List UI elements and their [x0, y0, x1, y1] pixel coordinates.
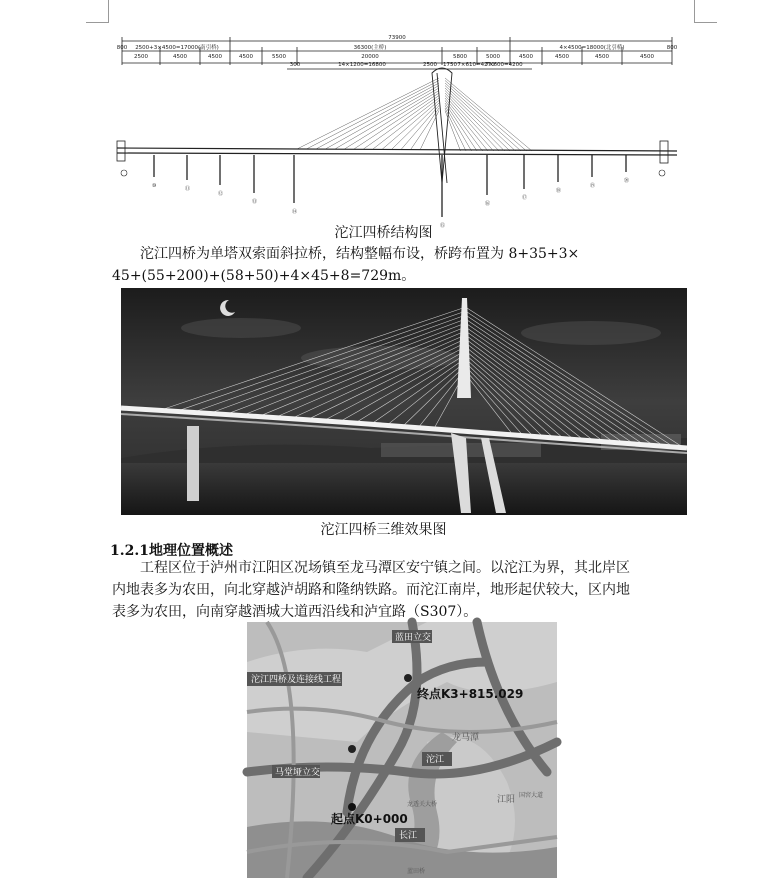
- dim-left-edge: 800: [116, 45, 128, 51]
- map-label-bridge-bottom: 蓝田桥: [407, 868, 426, 875]
- dim-seg: 4500: [640, 54, 654, 60]
- pier-label: ⑰: [522, 195, 528, 201]
- pier-label: ⑲: [590, 183, 596, 189]
- map-label-end: 终点K3+815.029: [417, 687, 524, 701]
- map-label-street: 国窖大道: [519, 792, 544, 799]
- paragraph-location-line1: 工程区位于泸州市江阳区况场镇至龙马潭区安宁镇之间。以沱江为界，其北岸区: [140, 560, 630, 576]
- dim-seg: 4500: [239, 54, 253, 60]
- dim-seg: 4500: [208, 54, 222, 60]
- map-label-longma: 龙马潭: [452, 733, 480, 743]
- paragraph-bridge-line2: 45+(55+200)+(58+50)+4×45+8=729m。: [112, 268, 416, 284]
- dim-seg: 5500: [272, 54, 286, 60]
- dim-seg: 5800: [453, 54, 467, 60]
- dim-seg: 4500: [519, 54, 533, 60]
- pier-label: ⑱: [556, 188, 562, 194]
- figure-caption-render: 沱江四桥三维效果图: [320, 522, 447, 538]
- dim-sub: 2500: [423, 62, 437, 68]
- pier-label: ⑭: [292, 209, 298, 215]
- dim-main-bridge: 36300(主桥): [353, 45, 387, 51]
- paragraph-bridge-line1: 沱江四桥为单塔双索面斜拉桥，结构整幅布设，桥跨布置为 8+35+3×: [140, 246, 580, 262]
- bridge-structure-drawing: [112, 33, 684, 229]
- dim-right-edge: 800: [666, 45, 678, 51]
- dim-sub: 7×610=4270: [457, 62, 495, 68]
- dim-sub: 7×600=4200: [485, 62, 523, 68]
- map-label-interchange-left: 马堂垭立交: [275, 768, 321, 778]
- location-map: [247, 622, 557, 878]
- map-label-project: 沱江四桥及连接线工程: [251, 675, 342, 685]
- pier-label: ⑩: [152, 183, 157, 189]
- pier-label: ⑪: [185, 186, 191, 192]
- dim-seg: 5000: [486, 54, 500, 60]
- map-label-road: 龙透关大桥: [407, 801, 438, 808]
- pier-label: ⑮: [440, 223, 446, 229]
- dim-sub: 14×1200=16800: [338, 62, 386, 68]
- dim-south-approach: 2500+3×4500=17000(南引桥): [135, 45, 219, 51]
- figure-caption-structure: 沱江四桥结构图: [334, 225, 433, 241]
- page-corner-mark: [694, 0, 717, 23]
- dim-sub: 1750: [443, 62, 457, 68]
- pier-label: ⑫: [218, 191, 224, 197]
- pier-label: ⑯: [485, 201, 491, 207]
- dim-seg: 4500: [555, 54, 569, 60]
- map-label-interchange-top: 蓝田立交: [395, 633, 432, 643]
- bridge-3d-rendering: [121, 288, 687, 515]
- dim-north-approach: 4×4500=18000(北引桥): [559, 45, 625, 51]
- dim-seg: 4500: [173, 54, 187, 60]
- section-heading: 1.2.1地理位置概述: [110, 543, 233, 559]
- map-label-start: 起点K0+000: [331, 812, 408, 826]
- map-label-jiangyang: 江阳: [497, 795, 516, 805]
- map-label-changjiang: 长江: [399, 831, 418, 841]
- page-corner-mark: [86, 0, 109, 23]
- pier-label: ⑬: [252, 199, 258, 205]
- dim-total: 73900: [388, 35, 406, 41]
- dim-sub: 300: [289, 62, 301, 68]
- dim-seg: 2500: [134, 54, 148, 60]
- dim-seg: 20000: [361, 54, 379, 60]
- map-label-tuojiang: 沱江: [426, 755, 445, 765]
- paragraph-location-line3: 表多为农田，向南穿越酒城大道西沿线和泸宜路（S307）。: [112, 604, 478, 620]
- pier-label: ⑳: [624, 178, 630, 184]
- dim-seg: 4500: [595, 54, 609, 60]
- paragraph-location-line2: 内地表多为农田，向北穿越泸胡路和隆纳铁路。而沱江南岸，地形起伏较大，区内地: [112, 582, 630, 598]
